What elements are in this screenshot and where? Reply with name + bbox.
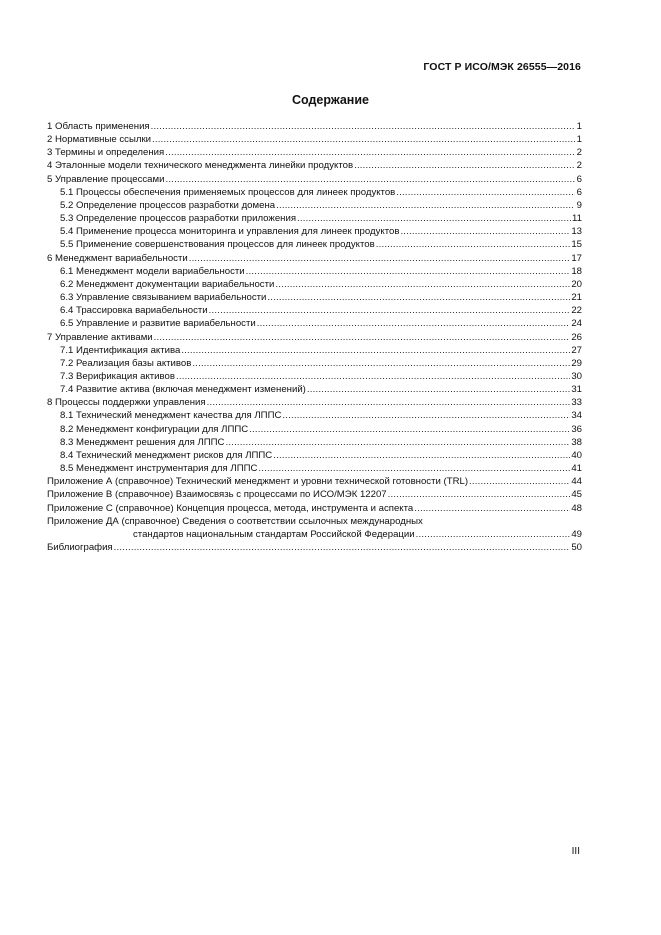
toc-entry [47, 502, 582, 515]
toc-entry-page: 34 [571, 410, 582, 422]
toc-entry-title: 8.3 Менеджмент решения для ЛППС [60, 436, 225, 448]
toc-entry-title: 6 Менеджмент вариабельности [47, 252, 188, 264]
toc-dot-leader [176, 370, 570, 383]
toc-entry-page: 41 [571, 463, 582, 475]
toc-entry [47, 186, 582, 199]
toc-entry-page: 13 [571, 226, 582, 238]
toc-entry-page: 15 [571, 239, 582, 251]
toc-entry [47, 344, 582, 357]
toc-entry [47, 462, 582, 475]
toc-dot-leader [400, 225, 570, 238]
toc-dot-leader [207, 396, 571, 409]
toc-entry-title: 6.5 Управление и развитие вариабельности [60, 318, 256, 330]
toc-dot-leader [209, 304, 571, 317]
toc-entry-title: 7.1 Идентификация актива [60, 344, 181, 356]
toc-entry [47, 396, 582, 409]
toc-dot-leader [414, 502, 570, 515]
toc-entry-title: Приложение В (справочное) Взаимосвязь с процессами по ИСО/МЭК 12207 [47, 489, 387, 501]
toc-dot-leader [307, 383, 570, 396]
toc-dot-leader [469, 475, 570, 488]
toc-entry [47, 357, 582, 370]
standard-designation: ГОСТ Р ИСО/МЭК 26555—2016 [423, 61, 581, 73]
toc-entry-page: 24 [571, 318, 582, 330]
toc-entry [47, 159, 582, 172]
toc-entry [47, 370, 582, 383]
toc-entry-title: 6.3 Управление связыванием вариабельности [60, 292, 267, 304]
toc-dot-leader [396, 186, 575, 199]
toc-entry-title: 5.3 Определение процессов разработки приложения [60, 213, 297, 225]
toc-entry-title: 8.1 Технический менеджмент качества для ЛППС [60, 410, 282, 422]
toc-entry-title: 6.1 Менеджмент модели вариабельности [60, 265, 245, 277]
toc-entry [47, 146, 582, 159]
toc-dot-leader [275, 278, 570, 291]
toc-entry-page: 18 [571, 265, 582, 277]
toc-dot-leader [165, 173, 575, 186]
toc-dot-leader [282, 409, 570, 422]
toc-entry [47, 199, 582, 212]
toc-entry-page: 1 [576, 121, 582, 132]
toc-entry-page: 44 [571, 476, 582, 488]
toc-entry-title: 5 Управление процессами [47, 173, 165, 185]
toc-entry [47, 212, 582, 225]
toc-entry-title: 1 Область применения [47, 121, 150, 132]
toc-entry [47, 488, 582, 501]
toc-entry-title: 3 Термины и определения [47, 147, 165, 159]
toc-dot-leader [154, 331, 571, 344]
toc-dot-leader [267, 291, 570, 304]
toc-entry-page: 11 [572, 213, 582, 225]
toc-entry-page: 2 [576, 147, 582, 159]
toc-dot-leader [151, 120, 575, 133]
toc-entry-title: 2 Нормативные ссылки [47, 134, 152, 146]
toc-entry-page: 20 [571, 278, 582, 290]
toc-entry-page: 9 [576, 199, 582, 211]
toc-entry [47, 133, 582, 146]
table-of-contents [47, 120, 582, 554]
toc-entry-title: 8.5 Менеджмент инструментария для ЛППС [60, 463, 258, 475]
toc-entry-title: 6.2 Менеджмент документации вариабельности [60, 278, 275, 290]
toc-entry-page: 30 [571, 370, 582, 382]
toc-entry [47, 515, 582, 528]
toc-entry-page: 22 [571, 305, 582, 317]
toc-entry-title: 7.3 Верификация активов [60, 370, 175, 382]
toc-entry-title: Приложение ДА (справочное) Сведения о соответствии ссылочных международных [47, 515, 423, 527]
toc-entry-title: Приложение С (справочное) Концепция процесса, метода, инструмента и аспекта [47, 502, 414, 514]
page-number: III [571, 846, 580, 857]
toc-entry [47, 475, 582, 488]
toc-entry-page: 45 [571, 489, 582, 501]
toc-dot-leader [297, 212, 571, 225]
toc-entry [47, 541, 582, 554]
toc-dot-leader [258, 462, 570, 475]
toc-dot-leader [181, 344, 570, 357]
toc-entry-page: 6 [576, 186, 582, 198]
toc-entry [47, 383, 582, 396]
toc-dot-leader [189, 252, 571, 265]
toc-entry-title: 7.4 Развитие актива (включая менеджмент изменений) [60, 384, 306, 396]
toc-entry-page: 29 [571, 357, 582, 369]
toc-entry-title: 5.5 Применение совершенствования процессов для линеек продуктов [60, 239, 375, 251]
toc-entry-title: Приложение А (справочное) Технический менеджмент и уровни технической готовности (TRL) [47, 476, 469, 488]
toc-entry-page: 49 [571, 528, 582, 540]
toc-entry-page: 17 [571, 252, 582, 264]
toc-dot-leader [388, 488, 571, 501]
toc-entry [47, 449, 582, 462]
toc-entry-page: 50 [571, 542, 582, 553]
toc-title: Содержание [291, 93, 369, 107]
toc-dot-leader [192, 357, 570, 370]
toc-entry [47, 436, 582, 449]
toc-entry-page: 38 [571, 436, 582, 448]
toc-dot-leader [273, 449, 570, 462]
toc-entry-page: 33 [571, 397, 582, 409]
toc-dot-leader [376, 238, 571, 251]
toc-entry-page: 36 [571, 423, 582, 435]
toc-dot-leader [354, 159, 575, 172]
toc-entry-page: 48 [571, 502, 582, 514]
toc-dot-leader [225, 436, 570, 449]
toc-entry [47, 265, 582, 278]
toc-entry [47, 225, 582, 238]
toc-entry-title: 4 Эталонные модели технического менеджмента линейки продуктов [47, 160, 354, 172]
toc-entry-page: 6 [576, 173, 582, 185]
toc-entry-page: 21 [571, 292, 582, 304]
toc-dot-leader [257, 317, 571, 330]
toc-dot-leader [165, 146, 575, 159]
toc-entry-title: 7.2 Реализация базы активов [60, 357, 192, 369]
toc-entry-title: 5.2 Определение процессов разработки домена [60, 199, 276, 211]
toc-entry-title: 8.4 Технический менеджмент рисков для ЛППС [60, 449, 273, 461]
toc-entry [47, 528, 582, 541]
toc-entry [47, 238, 582, 251]
toc-entry [47, 120, 582, 133]
toc-dot-leader [114, 541, 571, 554]
toc-entry [47, 252, 582, 265]
toc-entry-title: 5.4 Применение процесса мониторинга и управления для линеек продуктов [60, 226, 400, 238]
toc-entry-page: 2 [576, 160, 582, 172]
toc-entry-title: стандартов национальным стандартам Российской Федерации [133, 528, 415, 540]
toc-dot-leader [249, 423, 570, 436]
toc-entry [47, 409, 582, 422]
toc-dot-leader [416, 528, 571, 541]
toc-entry-title: 5.1 Процессы обеспечения применяемых процессов для линеек продуктов [60, 186, 396, 198]
toc-dot-leader [276, 199, 575, 212]
toc-entry-page: 1 [576, 134, 582, 146]
toc-dot-leader [246, 265, 571, 278]
toc-entry [47, 291, 582, 304]
toc-entry-page: 27 [571, 344, 582, 356]
toc-entry [47, 278, 582, 291]
toc-entry-page: 40 [571, 449, 582, 461]
toc-entry [47, 317, 582, 330]
toc-dot-leader [152, 133, 575, 146]
toc-entry [47, 331, 582, 344]
toc-entry [47, 423, 582, 436]
toc-entry-page: 31 [571, 384, 582, 396]
toc-entry [47, 173, 582, 186]
toc-entry-title: 8.2 Менеджмент конфигурации для ЛППС [60, 423, 249, 435]
toc-entry-title: Библиография [47, 542, 113, 553]
toc-entry [47, 304, 582, 317]
toc-entry-title: 7 Управление активами [47, 331, 153, 343]
toc-entry-title: 6.4 Трассировка вариабельности [60, 305, 208, 317]
toc-entry-title: 8 Процессы поддержки управления [47, 397, 206, 409]
toc-entry-page: 26 [571, 331, 582, 343]
